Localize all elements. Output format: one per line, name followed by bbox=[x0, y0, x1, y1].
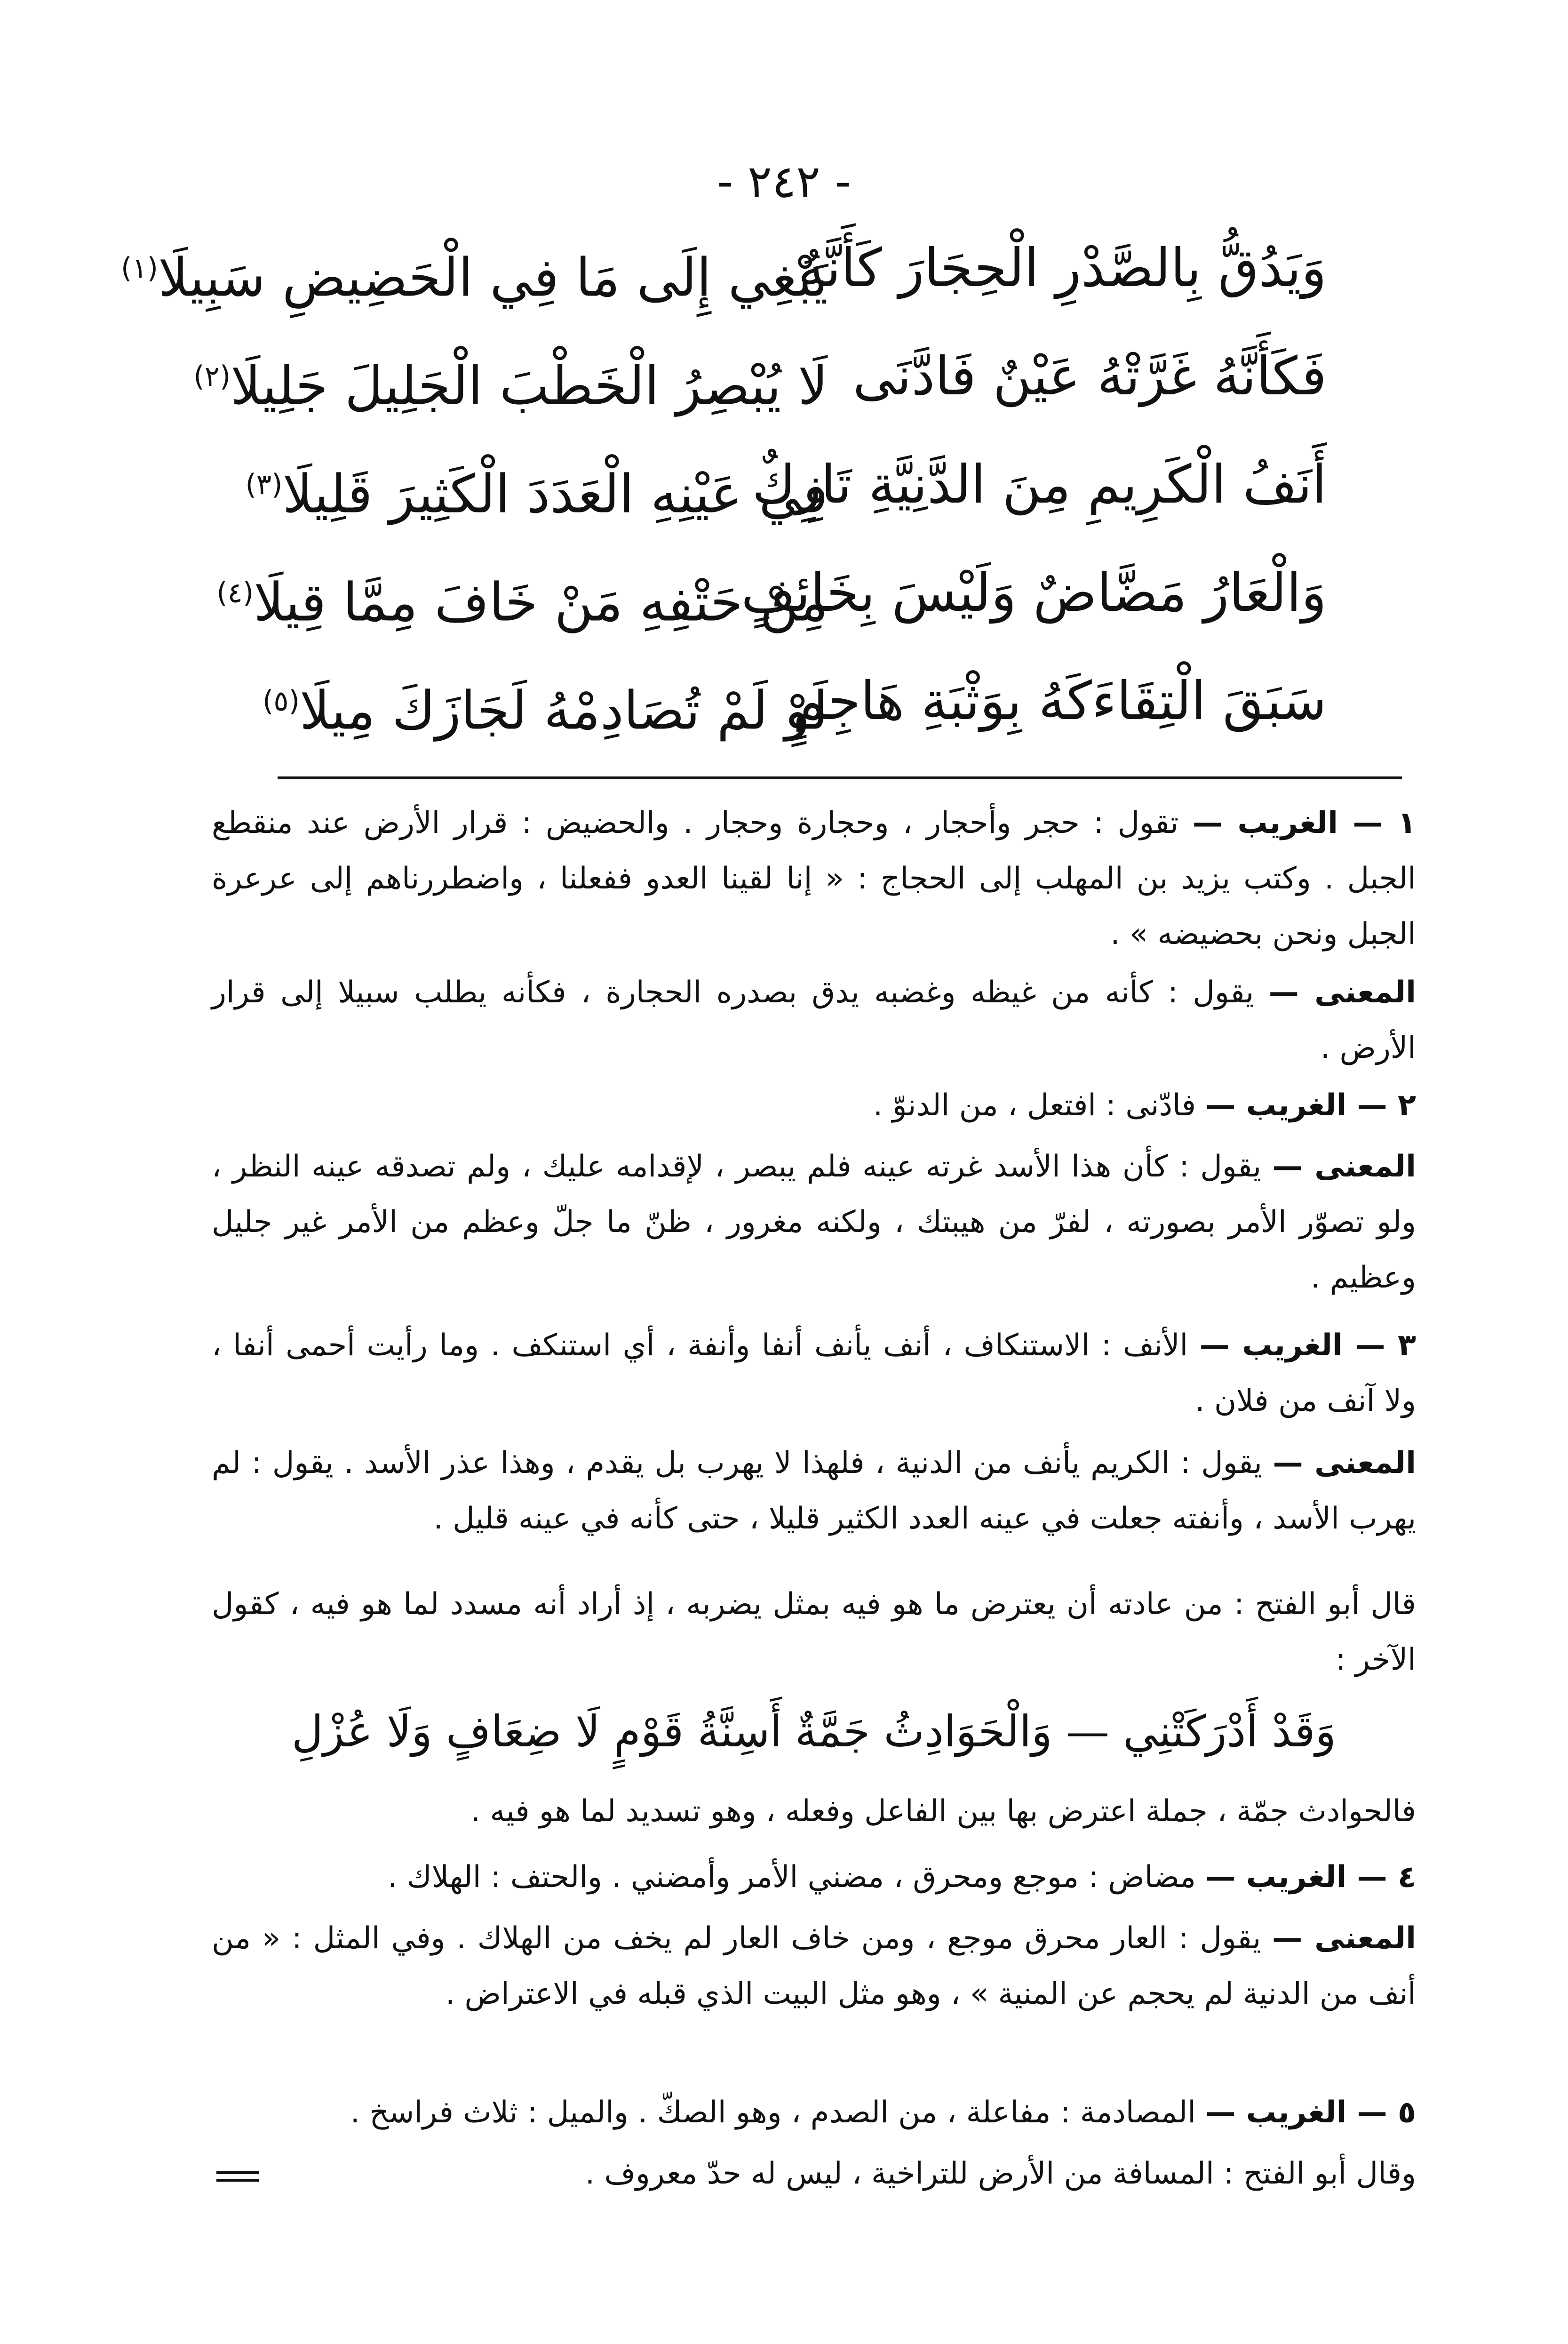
note-paragraph bbox=[212, 2085, 1416, 2140]
verse-first-hemistich: أَنَفُ الْكَرِيمِ مِنَ الدَّنِيَّةِ تَارِكٌ bbox=[752, 454, 1327, 515]
note-label: ١ — الغريب — bbox=[1192, 806, 1417, 840]
note-text: يقول : كأنه من غيظه وغضبه يدق بصدره الحجارة ، فكأنه يطلب سبيلا إلى قرار الأرض . bbox=[212, 975, 1416, 1065]
footnote-marker: (٤) bbox=[216, 576, 254, 609]
footnote-marker: (٥) bbox=[262, 685, 300, 718]
separator-rule bbox=[278, 776, 1402, 779]
note-text: قال أبو الفتح : من عادته أن يعترض ما هو فيه بمثل يضربه ، إذ أراد أنه مسدد لما هو فيه ، كقول الآخر : bbox=[212, 1587, 1416, 1677]
note-paragraph bbox=[212, 1576, 1416, 1688]
note-text: وقال أبو الفتح : المسافة من الأرض للتراخية ، ليس له حدّ معروف . bbox=[585, 2156, 1416, 2191]
note-text: الأنف : الاستنكاف ، أنف يأنف أنفا وأنفة ، أي استنكف . وما رأيت أحمى أنفا ، ولا آنف من فلان . bbox=[212, 1328, 1416, 1418]
page-number: - ٢٤٢ - bbox=[717, 155, 851, 208]
note-paragraph bbox=[212, 2146, 1416, 2201]
note-paragraph bbox=[212, 1784, 1416, 1839]
end-mark-bar bbox=[216, 2179, 259, 2182]
verse-line bbox=[263, 654, 1327, 748]
footnote-marker: (١) bbox=[121, 252, 159, 285]
verse-second-text: لَوْ لَمْ تُصَادِمْهُ لَجَازَكَ مِيلَا bbox=[300, 680, 828, 742]
end-mark-bar bbox=[216, 2171, 259, 2174]
end-mark bbox=[216, 2169, 259, 2184]
note-text: يقول : كأن هذا الأسد غرته عينه فلم يبصر ، لإقدامه عليك ، ولم تصدقه عينه النظر ، ولو تصوّر الأمر بصورته ، لفرّ من هيبتك ، ولكنه مغرور ، ظنّ ما جلّ وعظم من الأمر غير جليل وعظيم . bbox=[212, 1149, 1416, 1295]
verse-first-hemistich: فَكَأَنَّهُ غَرَّتْهُ عَيْنٌ فَادَّنَى bbox=[852, 346, 1327, 407]
note-label: ٣ — الغريب — bbox=[1199, 1328, 1416, 1363]
note-label: المعنى — bbox=[1272, 1921, 1417, 1956]
note-text: تقول : حجر وأحجار ، وحجارة وحجار . والحضيض : قرار الأرض عند منقطع الجبل . وكتب يزيد بن المهلب إلى الحجاج : « إنا لقينا العدو ففعلنا ، واضطررناهم إلى عرعرة الجبل ونحن بحضيضه » . bbox=[212, 806, 1416, 952]
note-label: المعنى — bbox=[1272, 1149, 1417, 1184]
verse-second-hemistich bbox=[245, 438, 828, 541]
verse-line bbox=[245, 438, 1327, 532]
verse-first-hemistich: سَبَقَ الْتِقَاءَكَهُ بِوَثْبَةِ هَاجِمٍ bbox=[793, 671, 1327, 732]
note-paragraph bbox=[212, 965, 1416, 1076]
verse-second-text: فِي عَيْنِهِ الْعَدَدَ الْكَثِيرَ قَلِيلَا bbox=[282, 464, 828, 525]
note-paragraph bbox=[212, 1849, 1416, 1905]
note-label: ٥ — الغريب — bbox=[1205, 2095, 1416, 2130]
verse-second-hemistich bbox=[121, 221, 828, 325]
verse-line bbox=[216, 546, 1327, 640]
note-text: فادّنى : افتعل ، من الدنوّ . bbox=[873, 1088, 1196, 1123]
verse-second-hemistich bbox=[216, 546, 828, 649]
note-text: مضاض : موجع ومحرق ، مضني الأمر وأمضني . والحتف : الهلاك . bbox=[388, 1860, 1196, 1895]
note-label: ٤ — الغريب — bbox=[1205, 1860, 1416, 1895]
note-paragraph bbox=[212, 1911, 1416, 2022]
note-paragraph bbox=[212, 795, 1416, 962]
note-text: يقول : الكريم يأنف من الدنية ، فلهذا لا يهرب بل يقدم ، وهذا عذر الأسد . يقول : لم يهرب الأسد ، وأنفته جعلت في عينه العدد الكثير قليلا ، حتى كأنه في عينه قليل . bbox=[212, 1446, 1416, 1536]
quoted-verse-second: أَسِنَّةُ قَوْمٍ لَا ضِعَافٍ وَلَا عُزْلِ bbox=[292, 1706, 782, 1757]
quoted-verse-first: وَقَدْ أَدْرَكَتْنِي — وَالْحَوَادِثُ جَمَّةٌ bbox=[795, 1706, 1336, 1757]
note-text: فالحوادث جمّة ، جملة اعترض بها بين الفاعل وفعله ، وهو تسديد لما هو فيه . bbox=[470, 1794, 1416, 1829]
footnote-marker: (٣) bbox=[245, 468, 283, 501]
note-text: المصادمة : مفاعلة ، من الصدم ، وهو الصكّ . والميل : ثلاث فراسخ . bbox=[350, 2095, 1196, 2130]
verse-second-hemistich bbox=[263, 654, 828, 758]
note-paragraph bbox=[212, 1078, 1416, 1133]
verse-second-text: يَبْغِي إِلَى مَا فِي الْحَضِيضِ سَبِيلَا bbox=[158, 247, 828, 309]
verse-first-hemistich: وَيَدُقُّ بِالصَّدْرِ الْحِجَارَ كَأَنَّهُ bbox=[798, 238, 1327, 299]
note-paragraph bbox=[212, 1435, 1416, 1546]
verse-line bbox=[121, 221, 1327, 315]
verse-second-hemistich bbox=[193, 329, 828, 433]
verse-second-text: مِنْ حَتْفِهِ مَنْ خَافَ مِمَّا قِيلَا bbox=[254, 572, 828, 633]
note-paragraph bbox=[212, 1318, 1416, 1429]
note-label: ٢ — الغريب — bbox=[1205, 1088, 1416, 1123]
verse-first-hemistich: وَالْعَارُ مَضَّاضٌ وَلَيْسَ بِخَائِفٍ bbox=[741, 562, 1327, 624]
note-text: يقول : العار محرق موجع ، ومن خاف العار لم يخف من الهلاك . وفي المثل : « من أنف من الدنية لم يحجم عن المنية » ، وهو مثل البيت الذي قبله في الاعتراض . bbox=[212, 1921, 1416, 2011]
quoted-verse bbox=[292, 1699, 1336, 1765]
footnote-marker: (٢) bbox=[193, 360, 231, 393]
verse-line bbox=[193, 329, 1327, 424]
note-label: المعنى — bbox=[1268, 975, 1417, 1010]
note-paragraph bbox=[212, 1139, 1416, 1305]
verse-second-text: لَا يُبْصِرُ الْخَطْبَ الْجَلِيلَ جَلِيلَا bbox=[231, 355, 828, 417]
note-label: المعنى — bbox=[1273, 1446, 1417, 1480]
